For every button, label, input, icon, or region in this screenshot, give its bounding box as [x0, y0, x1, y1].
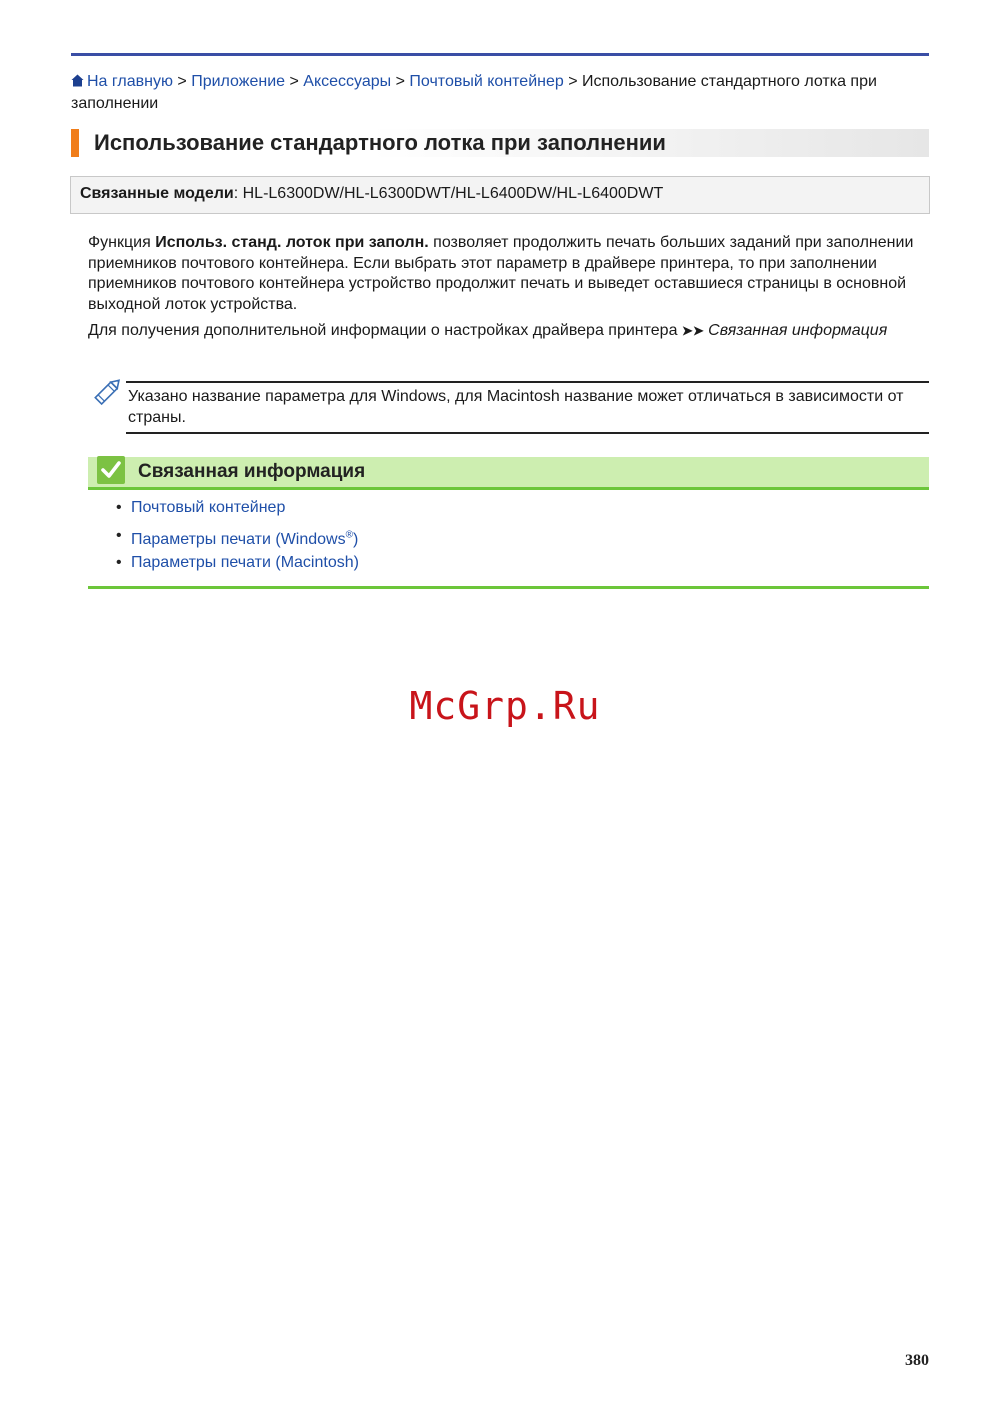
body-paragraph-2	[88, 321, 928, 342]
p1-prefix: Функция	[88, 234, 156, 251]
related-info-header	[88, 457, 929, 490]
related-link-windows-label: Параметры печати (Windows	[131, 531, 346, 549]
related-models-label: Связанные модели	[80, 185, 234, 202]
breadcrumb-home[interactable]: На главную	[87, 73, 173, 90]
note-rule-top	[126, 381, 929, 383]
note-rule-bottom	[126, 432, 929, 434]
page-title: Использование стандартного лотка при заполнении	[94, 130, 666, 155]
bullet: •	[116, 554, 122, 571]
body-paragraph-1	[88, 233, 928, 315]
title-accent	[71, 129, 79, 157]
related-models-box	[70, 176, 930, 214]
breadcrumb-separator: >	[177, 73, 187, 90]
watermark: McGrp.Ru	[409, 684, 601, 728]
pencil-icon	[91, 375, 125, 414]
related-bottom-rule	[88, 586, 929, 589]
registered-mark: ®	[345, 530, 353, 541]
related-models-value: : HL-L6300DW/HL-L6300DWT/HL-L6400DW/HL-L6400DWT	[233, 185, 664, 202]
related-link-windows[interactable]	[131, 531, 358, 548]
page-number: 380	[905, 1352, 929, 1369]
breadcrumb-separator: >	[395, 73, 405, 90]
related-info-list	[116, 498, 359, 581]
breadcrumb-appendix[interactable]: Приложение	[191, 73, 286, 90]
breadcrumb	[71, 71, 931, 114]
note-text: Указано название параметра для Windows, для Macintosh название может отличаться в зависимости от страны.	[128, 388, 904, 426]
breadcrumb-separator: >	[289, 73, 299, 90]
p1-rest: позволяет продолжить печать больших заданий при заполнении приемников почтового контейнера. Если выбрать этот параметр в драйвере принтера, то при заполнении приемников почтового контейнера устройство продолжит печать и выведет оставшиеся страницы в основной выходной лоток устройства.	[88, 234, 914, 313]
breadcrumb-separator: >	[568, 73, 578, 90]
related-link-windows-suffix: )	[352, 531, 359, 549]
page-title-bar	[71, 129, 929, 157]
related-info-link[interactable]: Связанная информация	[703, 322, 888, 339]
check-icon	[97, 456, 125, 484]
breadcrumb-accessories[interactable]: Аксессуары	[303, 73, 392, 90]
note-box	[88, 381, 929, 435]
bullet: •	[116, 499, 122, 516]
related-link-mailbox[interactable]: Почтовый контейнер	[131, 499, 286, 516]
top-rule	[71, 53, 929, 56]
list-item	[116, 553, 359, 581]
related-info-title: Связанная информация	[138, 461, 366, 482]
p1-setting-name: Использ. станд. лоток при заполн.	[155, 234, 429, 251]
list-item	[116, 498, 359, 526]
breadcrumb-current: Использование стандартного лотка при заполнении	[71, 73, 877, 112]
bullet: •	[116, 527, 122, 544]
related-models	[80, 185, 663, 203]
related-link-macintosh[interactable]: Параметры печати (Macintosh)	[131, 554, 359, 571]
double-arrow-icon: ➤➤	[681, 323, 704, 338]
breadcrumb-mailbox[interactable]: Почтовый контейнер	[409, 73, 564, 90]
list-item	[116, 526, 359, 553]
home-icon[interactable]	[71, 72, 84, 93]
p2-text: Для получения дополнительной информации о настройках драйвера принтера	[88, 322, 682, 339]
